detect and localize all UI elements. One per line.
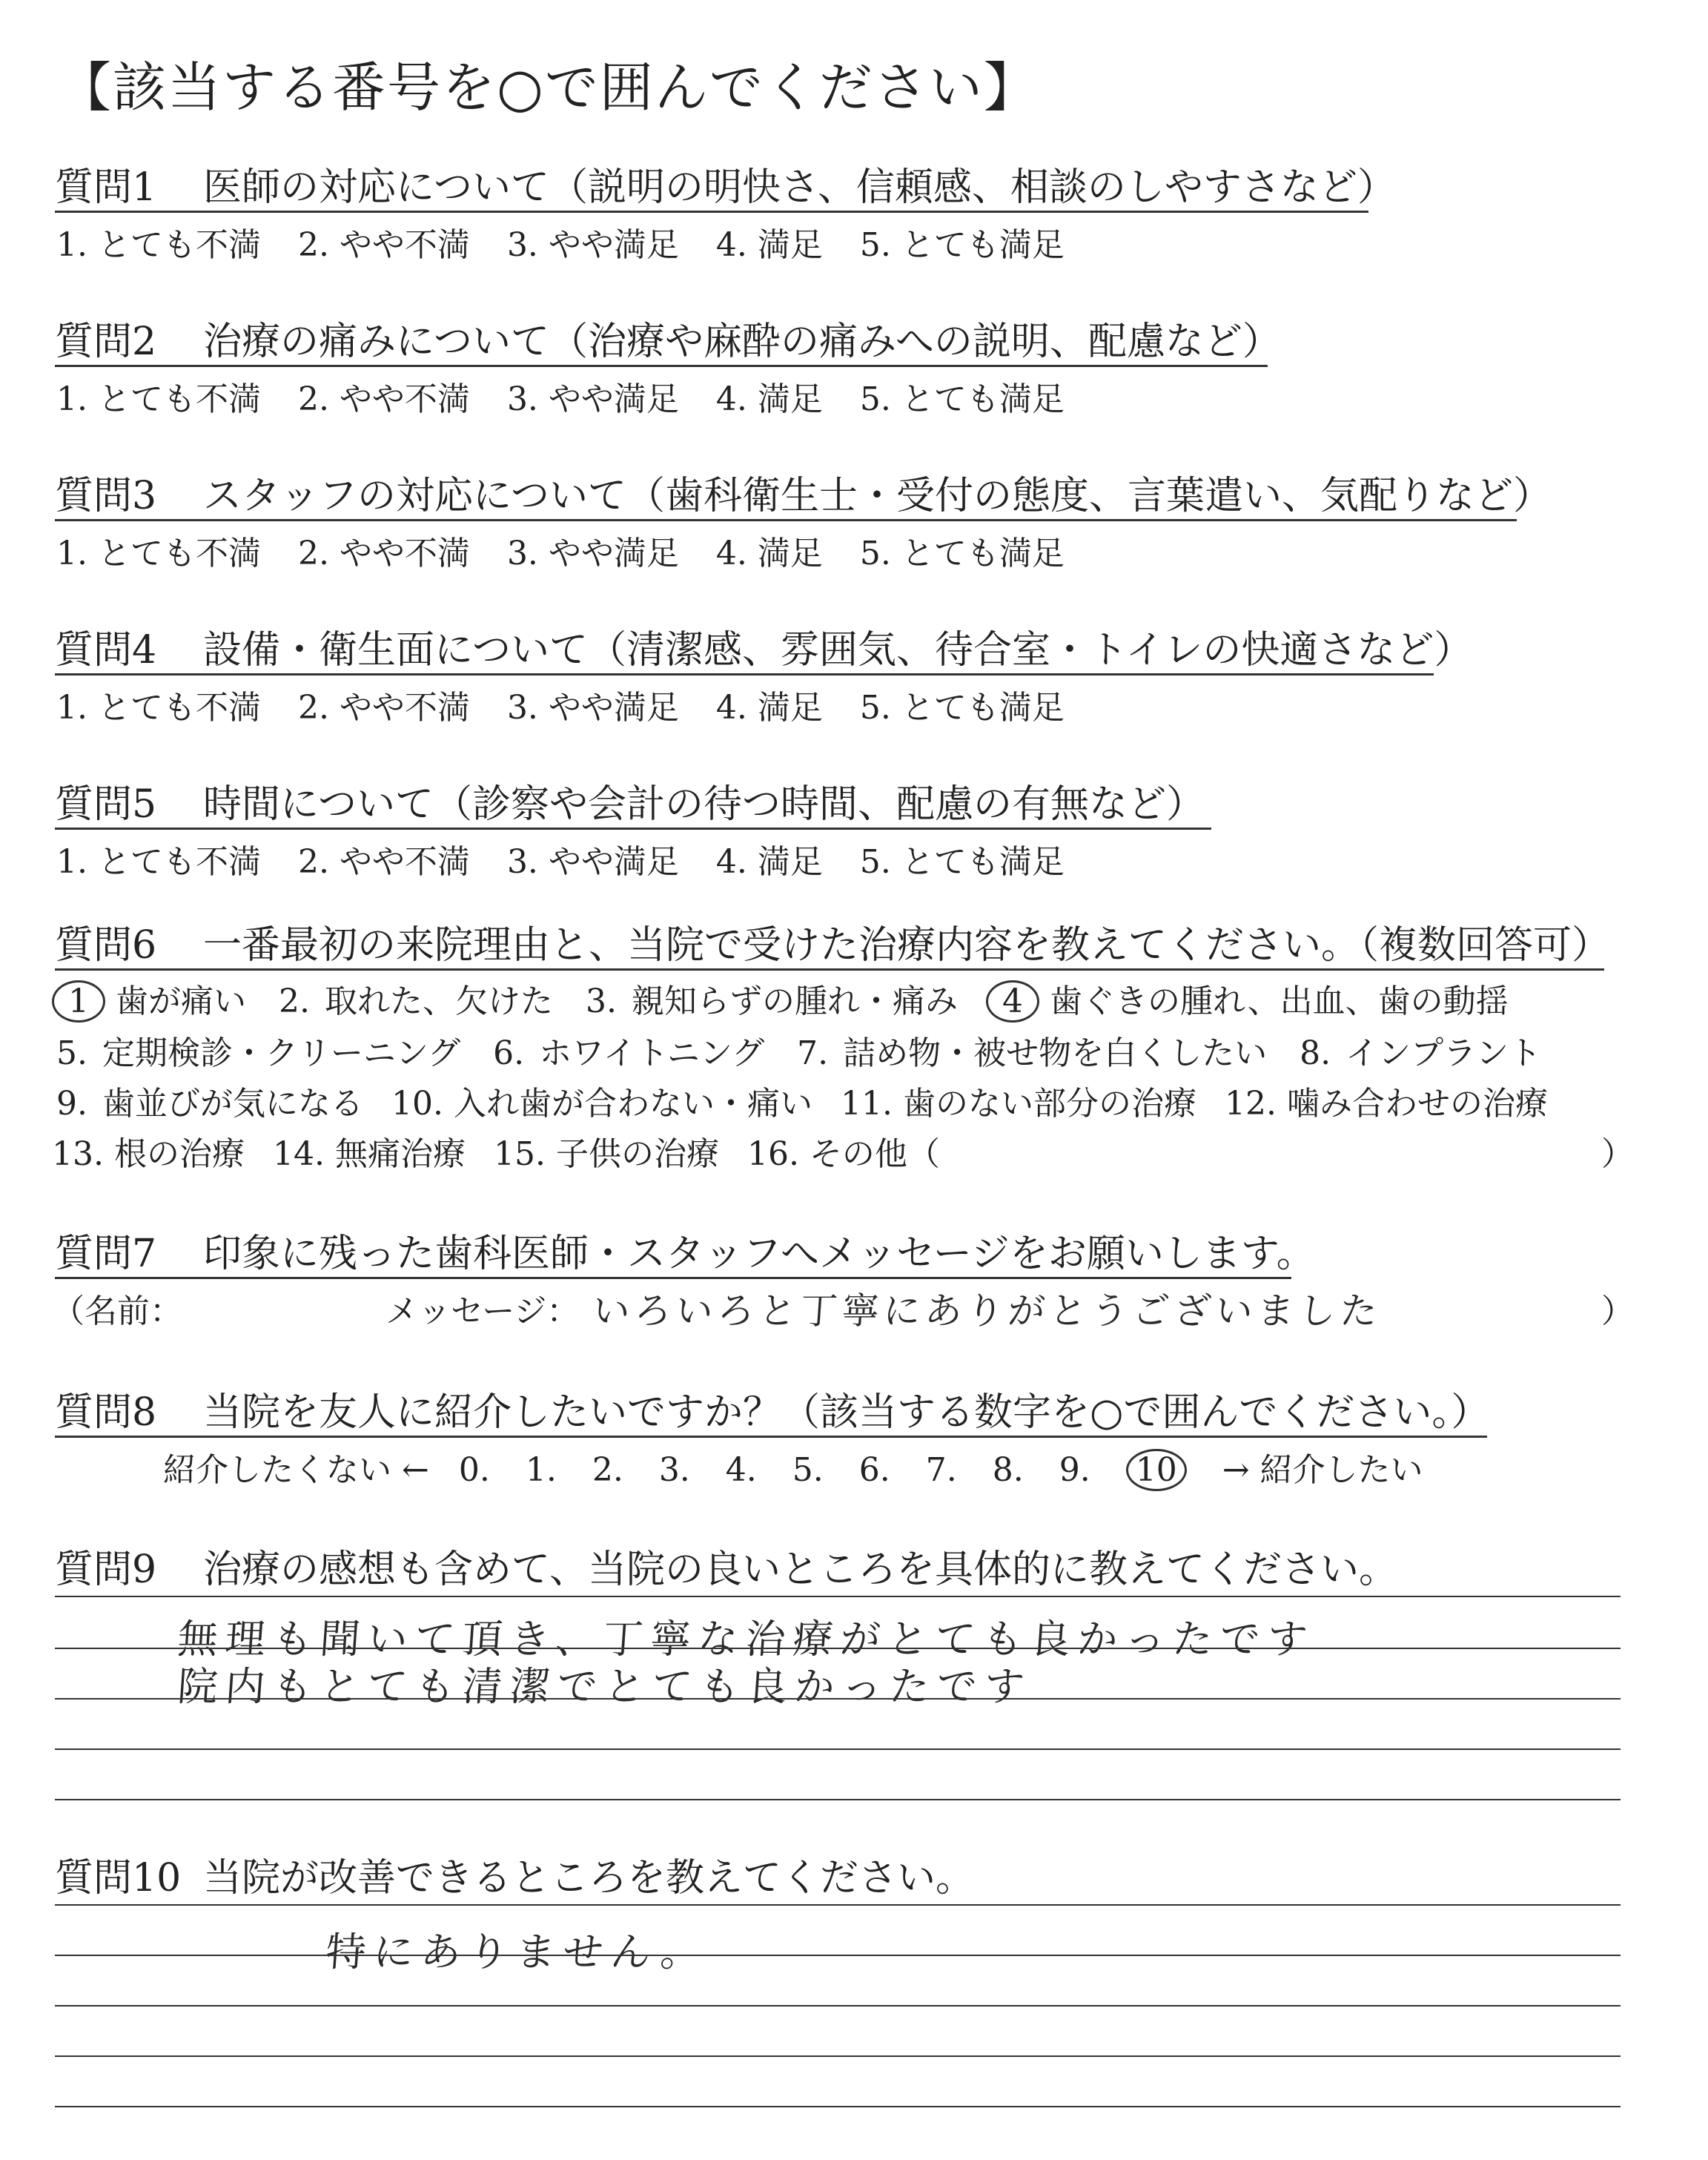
reason-option[interactable]: [792, 1026, 1267, 1074]
scale-value[interactable]: 0.: [458, 1451, 490, 1489]
rating-option-5[interactable]: 5. とても満足: [859, 689, 1065, 727]
page-heading: 【該当する番号を○で囲んでください】: [58, 56, 1039, 119]
question-text: 印象に残った歯科医師・スタッフへメッセージをお願いします。: [203, 1232, 1315, 1276]
message-label: メッセージ：: [385, 1292, 580, 1330]
reason-option[interactable]: [52, 1127, 245, 1175]
reason-option[interactable]: [274, 974, 553, 1022]
question-number: 質問3: [55, 474, 157, 518]
scale-value[interactable]: 3.: [658, 1451, 690, 1489]
reason-option[interactable]: [391, 1077, 812, 1124]
rating-option-3[interactable]: 3. やや満足: [506, 226, 679, 264]
scale-value[interactable]: 4.: [725, 1451, 757, 1489]
question-9: [55, 1538, 1397, 1593]
option-number: 14.: [272, 1135, 325, 1173]
question-text: 治療の感想も含めて、当院の良いところを具体的に教えてください。: [203, 1548, 1397, 1592]
writing-line: [55, 1596, 1621, 1597]
question-number: 質問7: [55, 1232, 157, 1276]
rating-options: [56, 526, 1102, 574]
question-underline: [55, 365, 1268, 367]
option-label: 歯並びが気になる: [102, 1085, 363, 1123]
question-number: 質問4: [55, 628, 157, 673]
reason-option[interactable]: [489, 1026, 764, 1074]
rating-option-5[interactable]: 5. とても満足: [859, 535, 1065, 572]
rating-option-4[interactable]: 4. 満足: [715, 843, 823, 881]
question-underline: [55, 673, 1434, 676]
reason-row: [52, 974, 1537, 1023]
option-label: 入れ歯が合わない・痛い: [453, 1085, 812, 1123]
question-number: 質問6: [55, 923, 157, 968]
question-number: 質問10: [55, 1856, 182, 1900]
question-text: 設備・衛生面について（清潔感、雰囲気、待合室・トイレの快適さなど）: [203, 628, 1473, 673]
reason-option[interactable]: [747, 1127, 940, 1175]
rating-option-5[interactable]: 5. とても満足: [859, 843, 1065, 881]
option-number: 15.: [493, 1135, 546, 1173]
question-number: 質問1: [55, 165, 157, 210]
option-number: 5.: [56, 1034, 87, 1072]
question-underline: [55, 519, 1517, 521]
option-number: 16.: [747, 1135, 799, 1173]
option-label: 定期検診・クリーニング: [102, 1034, 461, 1072]
question-number: 質問9: [55, 1548, 157, 1592]
option-label: 無痛治療: [334, 1135, 466, 1173]
reason-row: [52, 1077, 1576, 1124]
rating-option-4[interactable]: 4. 満足: [715, 689, 823, 727]
rating-option-2[interactable]: 2. やや不満: [297, 380, 470, 418]
question-8: [55, 1381, 1489, 1436]
scale-value[interactable]: 8.: [992, 1451, 1024, 1489]
rating-option-2[interactable]: 2. やや不満: [297, 689, 470, 727]
rating-option-1[interactable]: 1. とても不満: [56, 380, 261, 418]
option-number: 2.: [279, 982, 310, 1020]
scale-value[interactable]: 1.: [525, 1451, 557, 1489]
rating-option-5[interactable]: 5. とても満足: [859, 226, 1065, 264]
question-10: [55, 1846, 974, 1902]
option-label: ホワイトニング: [539, 1034, 765, 1072]
question-text: 治療の痛みについて（治療や麻酔の痛みへの説明、配慮など）: [203, 320, 1281, 364]
option-number: 12.: [1224, 1085, 1277, 1123]
rating-option-4[interactable]: 4. 満足: [715, 226, 823, 264]
question-text: 時間について（診察や会計の待つ時間、配慮の有無など）: [203, 782, 1205, 827]
scale-value[interactable]: 9.: [1059, 1451, 1090, 1489]
reason-row: [52, 1026, 1569, 1074]
option-number: 13.: [52, 1135, 104, 1173]
option-number: 9.: [56, 1085, 87, 1123]
question-underline: [55, 211, 1368, 213]
option-label: 子供の治療: [555, 1135, 719, 1173]
question-underline: [55, 1277, 1291, 1279]
rating-option-1[interactable]: 1. とても不満: [56, 843, 261, 881]
question-text: 医師の対応について（説明の明快さ、信頼感、相談のしやすさなど）: [203, 165, 1396, 210]
writing-line: [55, 1955, 1621, 1956]
writing-line: [55, 1648, 1621, 1649]
option-number: 4: [986, 980, 1039, 1023]
reason-option[interactable]: [494, 1127, 719, 1175]
question-underline: [55, 828, 1211, 830]
writing-line: [55, 2005, 1621, 2007]
option-number: 8.: [1300, 1034, 1331, 1072]
recommend-scale: [163, 1443, 1423, 1491]
reason-option[interactable]: [986, 974, 1509, 1023]
writing-line: [55, 1904, 1621, 1906]
question-text: 当院を友人に紹介したいですか？（該当する数字を○で囲んでください。）: [203, 1390, 1490, 1435]
question-text: 一番最初の来院理由と、当院で受けた治療内容を教えてください。（複数回答可）: [203, 923, 1611, 968]
option-label: インプラント: [1345, 1034, 1542, 1072]
option-number: 10.: [391, 1085, 443, 1123]
rating-option-3[interactable]: 3. やや満足: [506, 843, 679, 881]
question-text: 当院が改善できるところを教えてください。: [203, 1856, 975, 1900]
rating-option-2[interactable]: 2. やや不満: [297, 843, 470, 881]
question-text: スタッフの対応について（歯科衛生士・受付の態度、言葉遣い、気配りなど）: [203, 474, 1552, 518]
rating-option-4[interactable]: 4. 満足: [715, 535, 823, 572]
answer-text: 特にありません。: [324, 1929, 710, 1975]
rating-option-3[interactable]: 3. やや満足: [506, 380, 679, 418]
option-label: 詰め物・被せ物を白くしたい: [843, 1034, 1268, 1072]
option-label: 噛み合わせの治療: [1286, 1085, 1548, 1123]
reason-option[interactable]: [841, 1077, 1196, 1124]
scale-value[interactable]: 5.: [792, 1451, 824, 1489]
name-label: （名前：: [52, 1292, 182, 1330]
option-label: その他（: [809, 1135, 940, 1173]
reason-option[interactable]: [52, 1026, 460, 1074]
question-1: [55, 156, 1396, 211]
writing-line: [55, 1748, 1621, 1750]
rating-option-2[interactable]: 2. やや不満: [297, 226, 470, 264]
question-4: [55, 618, 1472, 674]
question-underline: [55, 968, 1604, 971]
rating-options: [56, 681, 1102, 728]
rating-option-2[interactable]: 2. やや不満: [297, 535, 470, 572]
scale-value[interactable]: 10: [1126, 1449, 1187, 1491]
close-paren: ）: [1601, 1135, 1634, 1173]
rating-option-1[interactable]: 1. とても不満: [56, 226, 261, 264]
answer-line-1: 無理も聞いて頂き、丁寧な治療がとても良かったです: [176, 1616, 1317, 1662]
reason-option[interactable]: [1225, 1077, 1548, 1124]
question-7: [55, 1222, 1315, 1278]
option-number: 1: [52, 980, 105, 1023]
rating-options: [56, 835, 1102, 882]
option-label: 歯のない部分の治療: [902, 1085, 1196, 1123]
question-number: 質問5: [55, 782, 157, 827]
message-answer: いろいろと丁寧にありがとうございました: [591, 1289, 1383, 1332]
question-number: 質問8: [55, 1390, 157, 1435]
option-label: 根の治療: [113, 1135, 245, 1173]
option-number: 6.: [493, 1034, 525, 1072]
reason-option[interactable]: [1295, 1026, 1541, 1074]
question-6: [55, 914, 1610, 969]
rating-option-3[interactable]: 3. やや満足: [506, 535, 679, 572]
question-number: 質問2: [55, 320, 157, 364]
option-label: 歯ぐきの腫れ、出血、歯の動揺: [1050, 982, 1509, 1020]
option-number: 3.: [586, 982, 617, 1020]
rating-options: [56, 218, 1102, 265]
scale-left-label: 紹介したくない ←: [163, 1451, 429, 1489]
reason-option[interactable]: [273, 1127, 466, 1175]
writing-line: [55, 2055, 1621, 2057]
rating-option-1[interactable]: 1. とても不満: [56, 535, 261, 572]
reason-option[interactable]: [581, 974, 958, 1022]
close-paren: ）: [1601, 1292, 1634, 1330]
option-number: 7.: [797, 1034, 829, 1072]
reason-option[interactable]: [52, 974, 246, 1023]
rating-options: [56, 372, 1102, 420]
option-label: 親知らずの腫れ・痛み: [632, 982, 958, 1020]
option-number: 11.: [840, 1085, 893, 1123]
question-2: [55, 310, 1281, 366]
rating-option-3[interactable]: 3. やや満足: [506, 689, 679, 727]
question-3: [55, 464, 1552, 520]
scale-value[interactable]: 2.: [592, 1451, 623, 1489]
question-5: [55, 773, 1205, 828]
reason-row: [52, 1127, 968, 1175]
option-label: 歯が痛い: [116, 982, 246, 1020]
answer-line-2: 院内もとても清潔でとても良かったです: [176, 1663, 1033, 1710]
writing-line: [55, 1698, 1621, 1700]
scale-value[interactable]: 6.: [858, 1451, 890, 1489]
scale-value[interactable]: 7.: [925, 1451, 957, 1489]
rating-option-4[interactable]: 4. 満足: [715, 380, 823, 418]
scale-right-label: → 紹介したい: [1222, 1451, 1423, 1489]
writing-line: [55, 1799, 1621, 1800]
writing-line: [55, 2106, 1621, 2107]
rating-option-5[interactable]: 5. とても満足: [859, 380, 1065, 418]
rating-option-1[interactable]: 1. とても不満: [56, 689, 261, 727]
question-underline: [55, 1436, 1487, 1438]
option-label: 取れた、欠けた: [325, 982, 553, 1020]
reason-option[interactable]: [52, 1077, 363, 1124]
